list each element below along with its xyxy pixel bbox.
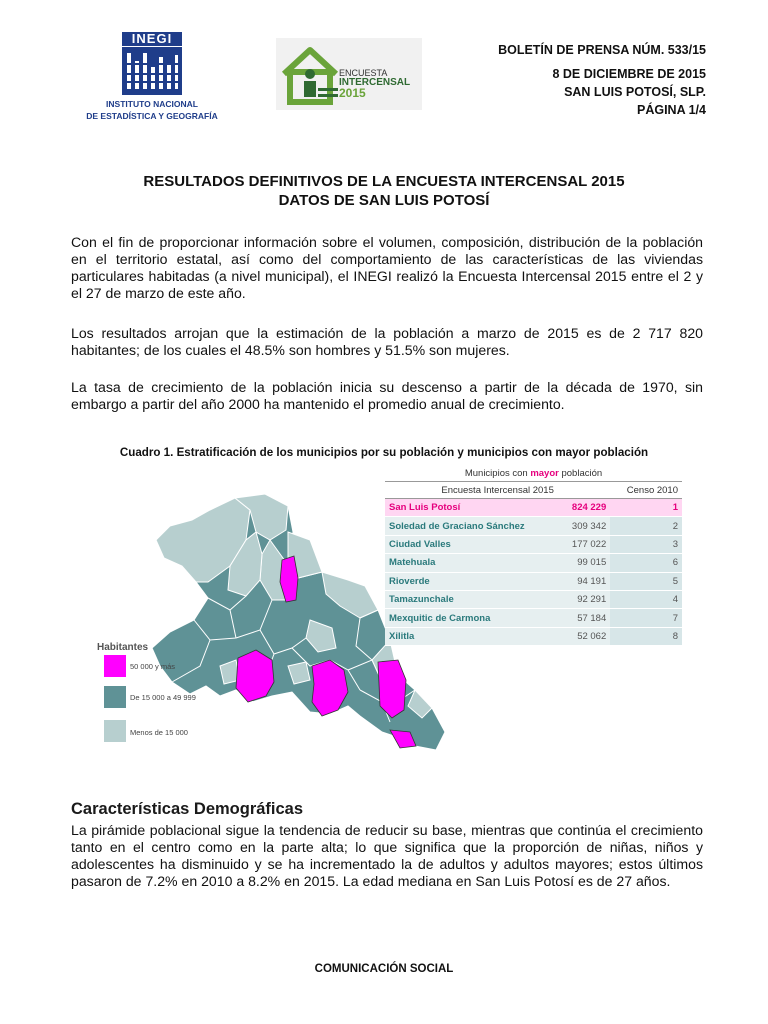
- table-row: [385, 554, 682, 572]
- municipality-name: San Luis Potosí: [385, 499, 559, 517]
- table-row: [385, 517, 682, 535]
- encuesta-logo-line3: 2015: [339, 86, 366, 100]
- municipality-name: Matehuala: [385, 554, 559, 572]
- inegi-logo: [66, 32, 238, 128]
- legend-label-small: Menos de 15 000: [130, 728, 188, 737]
- population-2015: 52 062: [559, 627, 610, 645]
- table-title-row: [385, 465, 682, 482]
- table-title-highlight: mayor: [530, 467, 559, 479]
- paragraph-demographics: La pirámide poblacional sigue la tendencia de reducir su base, mientras que continúa el crecimiento tanto en el centro como en la parte alta; lo que significa que la proporción de niñas, niños y adolescentes ha disminuido y se ha incrementado la de adultos y adultos mayores; estos últimos pasaron de 7.2% en 2010 a 8.2% en 2015. La edad mediana en San Luis Potosí es de 27 años.: [71, 822, 703, 889]
- rank-2010: 1: [610, 499, 682, 517]
- legend-swatch-small: [104, 720, 126, 742]
- population-2015: 177 022: [559, 535, 610, 553]
- municipality-name: Xilitla: [385, 627, 559, 645]
- encuesta-logo-line1: ENCUESTA: [339, 68, 388, 78]
- legend-label-large: 50 000 y más: [130, 662, 176, 671]
- encuesta-intercensal-logo: [276, 38, 422, 110]
- bulletin-number: BOLETÍN DE PRENSA NÚM. 533/15: [498, 43, 706, 57]
- table-title-pre: Municipios con: [464, 467, 528, 479]
- page-title-line2: DATOS DE SAN LUIS POTOSÍ: [278, 192, 490, 209]
- inegi-caption: [66, 98, 238, 122]
- section-heading: Características Demográficas: [71, 800, 304, 818]
- rank-2010: 5: [610, 572, 682, 590]
- page-title-line1: RESULTADOS DEFINITIVOS DE LA ENCUESTA INTERCENSAL 2015: [143, 173, 625, 190]
- municipality-name: Tamazunchale: [385, 590, 559, 608]
- table-row: [385, 572, 682, 590]
- table-row: [385, 535, 682, 553]
- municipality-name: Ciudad Valles: [385, 535, 559, 553]
- table-row: [385, 590, 682, 608]
- table-title-post: población: [561, 467, 603, 479]
- population-2015: 94 191: [559, 572, 610, 590]
- house-icon: [278, 44, 342, 108]
- table-caption: Cuadro 1. Estratificación de los municipios por su población y municipios con mayor población: [119, 446, 649, 459]
- inegi-wordmark: INEGI: [122, 32, 182, 46]
- population-2015: 99 015: [559, 554, 610, 572]
- table-row: [385, 499, 682, 517]
- table-col-censo: Censo 2010: [610, 482, 682, 499]
- rank-2010: 8: [610, 627, 682, 645]
- rank-2010: 2: [610, 517, 682, 535]
- paragraph-intro: Con el fin de proporcionar información sobre el volumen, composición, distribución de la población en el territorio estatal, así como del comportamiento de las características de las viviendas particulares habitadas (a nivel municipal), el INEGI realizó la Encuesta Intercensal 2015 entre el 2 y el 27 de marzo de este año.: [71, 234, 703, 301]
- table-header-row: [385, 482, 682, 499]
- municipality-name: Rioverde: [385, 572, 559, 590]
- paragraph-growth: La tasa de crecimiento de la población inicia su descenso a partir de la década de 1970, sin embargo a partir del año 2000 ha mantenido el promedio anual de crecimiento.: [71, 379, 703, 412]
- table-col-encuesta: Encuesta Intercensal 2015: [385, 482, 610, 499]
- municipality-name: Soledad de Graciano Sánchez: [385, 517, 559, 535]
- table-row: [385, 609, 682, 627]
- table-title: [385, 465, 682, 482]
- legend-title: Habitantes: [97, 642, 149, 653]
- inegi-emblem-icon: [122, 47, 182, 95]
- municipality-name: Mexquitic de Carmona: [385, 609, 559, 627]
- table-row: [385, 627, 682, 645]
- population-2015: 309 342: [559, 517, 610, 535]
- bulletin-date: 8 DE DICIEMBRE DE 2015: [552, 67, 706, 81]
- inegi-caption-line1: INSTITUTO NACIONAL: [106, 99, 198, 109]
- population-2015: 92 291: [559, 590, 610, 608]
- population-2015: 824 229: [559, 499, 610, 517]
- population-table: [385, 465, 682, 646]
- encuesta-logo-line2: INTERCENSAL: [339, 77, 411, 88]
- legend-swatch-large: [104, 655, 126, 677]
- rank-2010: 4: [610, 590, 682, 608]
- paragraph-results: Los resultados arrojan que la estimación de la población a marzo de 2015 es de 2 717 820 habitantes; de los cuales el 48.5% son hombres y 51.5% son mujeres.: [71, 325, 703, 358]
- rank-2010: 6: [610, 554, 682, 572]
- inegi-caption-line2: DE ESTADÍSTICA Y GEOGRAFÍA: [86, 111, 218, 121]
- encuesta-logo-text: [339, 68, 423, 98]
- page-number: PÁGINA 1/4: [636, 103, 706, 117]
- legend-label-medium: De 15 000 a 49 999: [130, 693, 196, 702]
- population-2015: 57 184: [559, 609, 610, 627]
- footer-communication: COMUNICACIÓN SOCIAL: [314, 963, 454, 975]
- rank-2010: 3: [610, 535, 682, 553]
- rank-2010: 7: [610, 609, 682, 627]
- legend-swatch-medium: [104, 686, 126, 708]
- bulletin-place: SAN LUIS POTOSÍ, SLP.: [564, 85, 706, 99]
